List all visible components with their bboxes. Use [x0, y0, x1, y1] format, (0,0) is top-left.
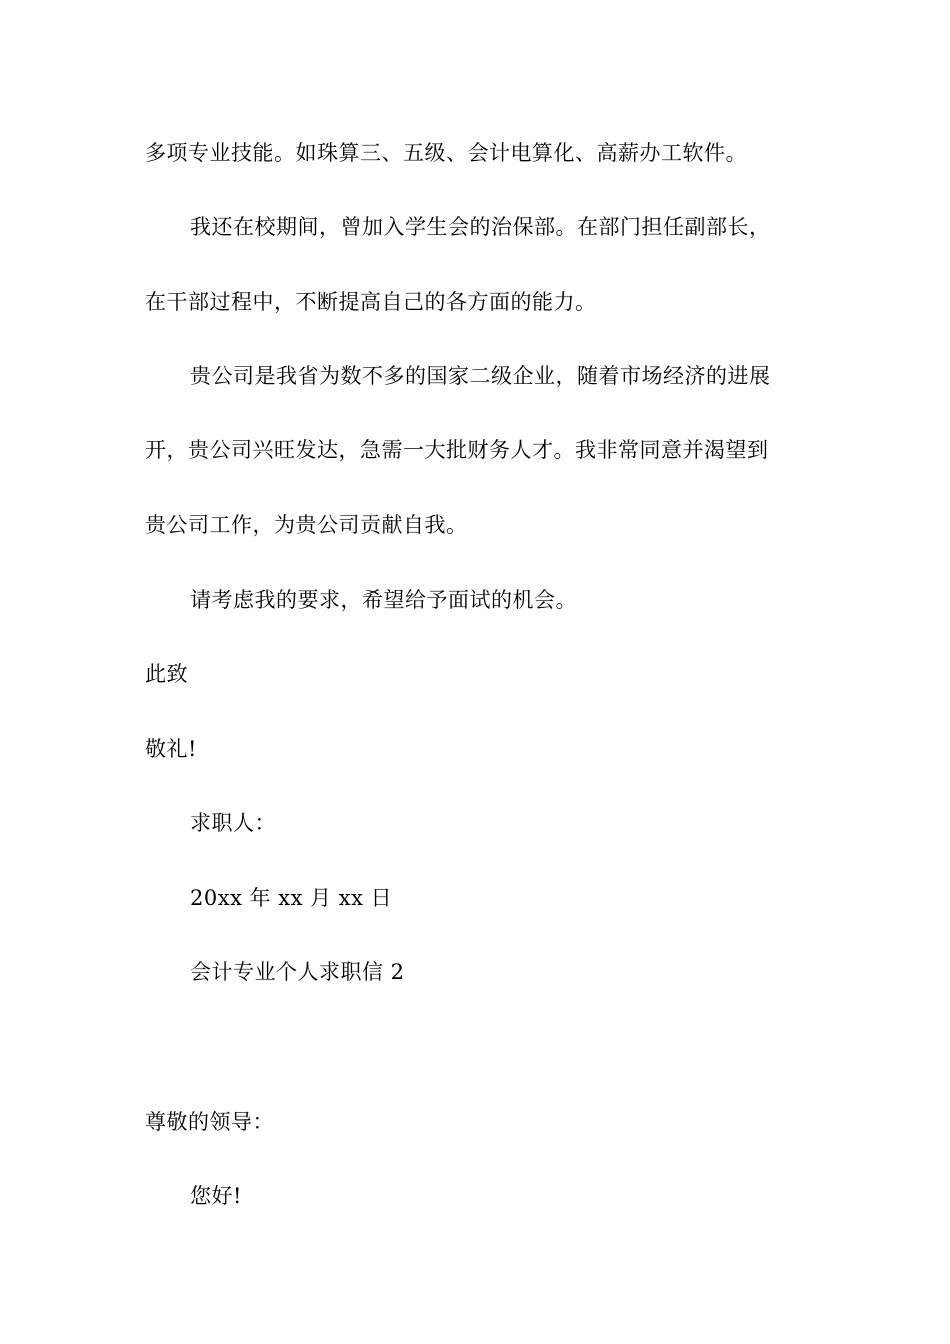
closing-salutation: 此致 [145, 662, 188, 686]
greeting-addressee: 尊敬的领导： [145, 1110, 274, 1134]
body-paragraph-line: 在干部过程中，不断提高自己的各方面的能力。 [145, 290, 597, 314]
body-paragraph-line: 开，贵公司兴旺发达，急需一大批财务人才。我非常同意并渴望到 [145, 438, 769, 462]
body-paragraph-line: 多项专业技能。如珠算三、五级、会计电算化、高薪办工软件。 [145, 141, 747, 165]
section-title: 会计专业个人求职信 2 [190, 960, 405, 984]
body-paragraph-line: 我还在校期间，曾加入学生会的治保部。在部门担任副部长， [190, 215, 771, 239]
body-paragraph-line: 请考虑我的要求，希望给予面试的机会。 [190, 588, 577, 612]
date-line: 20xx 年 xx 月 xx 日 [190, 886, 393, 910]
body-paragraph-line: 贵公司是我省为数不多的国家二级企业，随着市场经济的进展 [190, 364, 771, 388]
signature-label: 求职人： [190, 811, 276, 835]
closing-regards: 敬礼! [145, 737, 197, 761]
greeting-hello: 您好! [190, 1184, 242, 1208]
body-paragraph-line: 贵公司工作，为贵公司贡献自我。 [145, 513, 468, 537]
